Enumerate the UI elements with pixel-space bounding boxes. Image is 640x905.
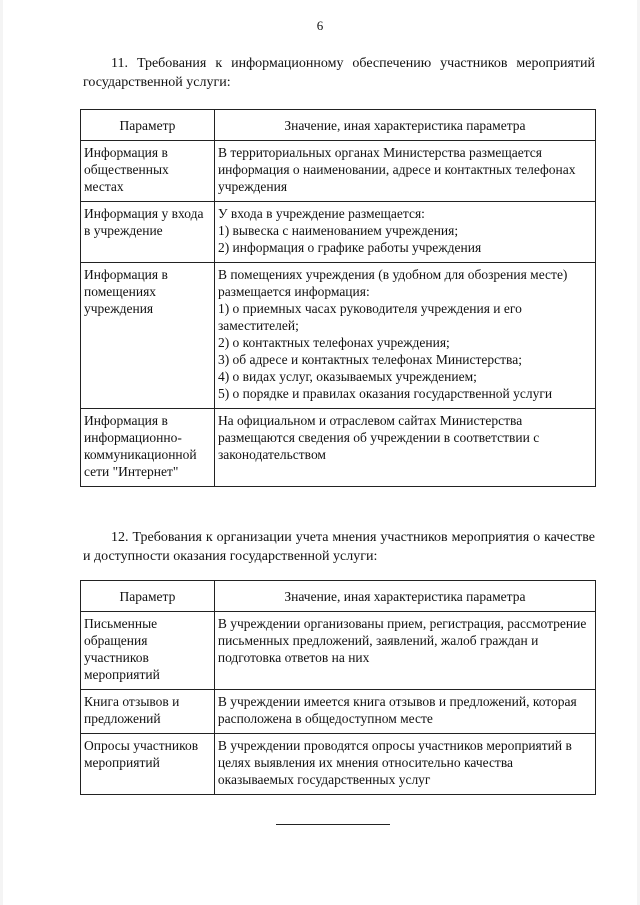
value-line: В помещениях учреждения (в удобном для обозрения месте) размещается информация: [217, 267, 568, 299]
param-cell: Информация в помещениях учреждения [81, 263, 215, 409]
table-row [81, 612, 596, 690]
param-cell: Информация в информационно-коммуникационной сети "Интернет" [81, 409, 215, 487]
section-11-text: 11. Требования к информационному обеспечению участников мероприятий государственной услуги: [83, 56, 595, 90]
scan-edge-left [0, 0, 3, 905]
feedback-requirements-table [80, 580, 596, 795]
value-cell [214, 612, 595, 690]
table-row [81, 690, 596, 734]
table-header-row [81, 110, 596, 141]
table-header-row [81, 581, 596, 612]
param-cell: Книга отзывов и предложений [81, 690, 215, 734]
section-12-heading [83, 528, 595, 566]
section-11-heading [83, 54, 595, 92]
value-line: 5) о порядке и правилах оказания государственной услуги [217, 386, 553, 401]
value-line: 2) о контактных телефонах учреждения; [217, 335, 450, 350]
value-cell [214, 263, 595, 409]
value-line: 3) об адресе и контактных телефонах Министерства; [217, 352, 522, 367]
column-header-parameter: Параметр [81, 581, 215, 612]
table-row [81, 141, 596, 202]
column-header-value: Значение, иная характеристика параметра [214, 110, 595, 141]
value-line: В территориальных органах Министерства размещается информация о наименовании, адресе и контактных телефонах учреждения [217, 145, 576, 194]
value-line: 1) вывеска с наименованием учреждения; [217, 223, 459, 238]
table-row [81, 409, 596, 487]
page-number: 6 [316, 18, 324, 33]
value-cell [214, 690, 595, 734]
footer-divider [276, 824, 390, 825]
value-cell [214, 141, 595, 202]
param-cell: Информация в общественных местах [81, 141, 215, 202]
column-header-parameter: Параметр [81, 110, 215, 141]
value-line: В учреждении организованы прием, регистрация, рассмотрение письменных предложений, заявлений, жалоб граждан и подготовка ответов на них [217, 616, 587, 665]
value-cell [214, 202, 595, 263]
column-header-value: Значение, иная характеристика параметра [214, 581, 595, 612]
param-cell: Информация у входа в учреждение [81, 202, 215, 263]
param-cell: Письменные обращения участников мероприятий [81, 612, 215, 690]
value-cell [214, 409, 595, 487]
param-cell: Опросы участников мероприятий [81, 734, 215, 795]
table-row [81, 202, 596, 263]
section-12-text: 12. Требования к организации учета мнения участников мероприятия о качестве и доступности оказания государственной услуги: [83, 530, 595, 564]
value-cell [214, 734, 595, 795]
value-line: У входа в учреждение размещается: [217, 206, 425, 221]
value-line: 4) о видах услуг, оказываемых учреждением; [217, 369, 477, 384]
table-row [81, 734, 596, 795]
value-line: В учреждении проводятся опросы участников мероприятий в целях выявления их мнения относительно качества оказываемых государственных услуг [217, 738, 572, 787]
info-requirements-table [80, 109, 596, 487]
value-line: 1) о приемных часах руководителя учреждения и его заместителей; [217, 301, 522, 333]
value-line: 2) информация о графике работы учреждения [217, 240, 482, 255]
value-line: В учреждении имеется книга отзывов и предложений, которая расположена в общедоступном месте [217, 694, 577, 726]
value-line: На официальном и отраслевом сайтах Министерства размещаются сведения об учреждении в соответствии с законодательством [217, 413, 540, 462]
table-row [81, 263, 596, 409]
